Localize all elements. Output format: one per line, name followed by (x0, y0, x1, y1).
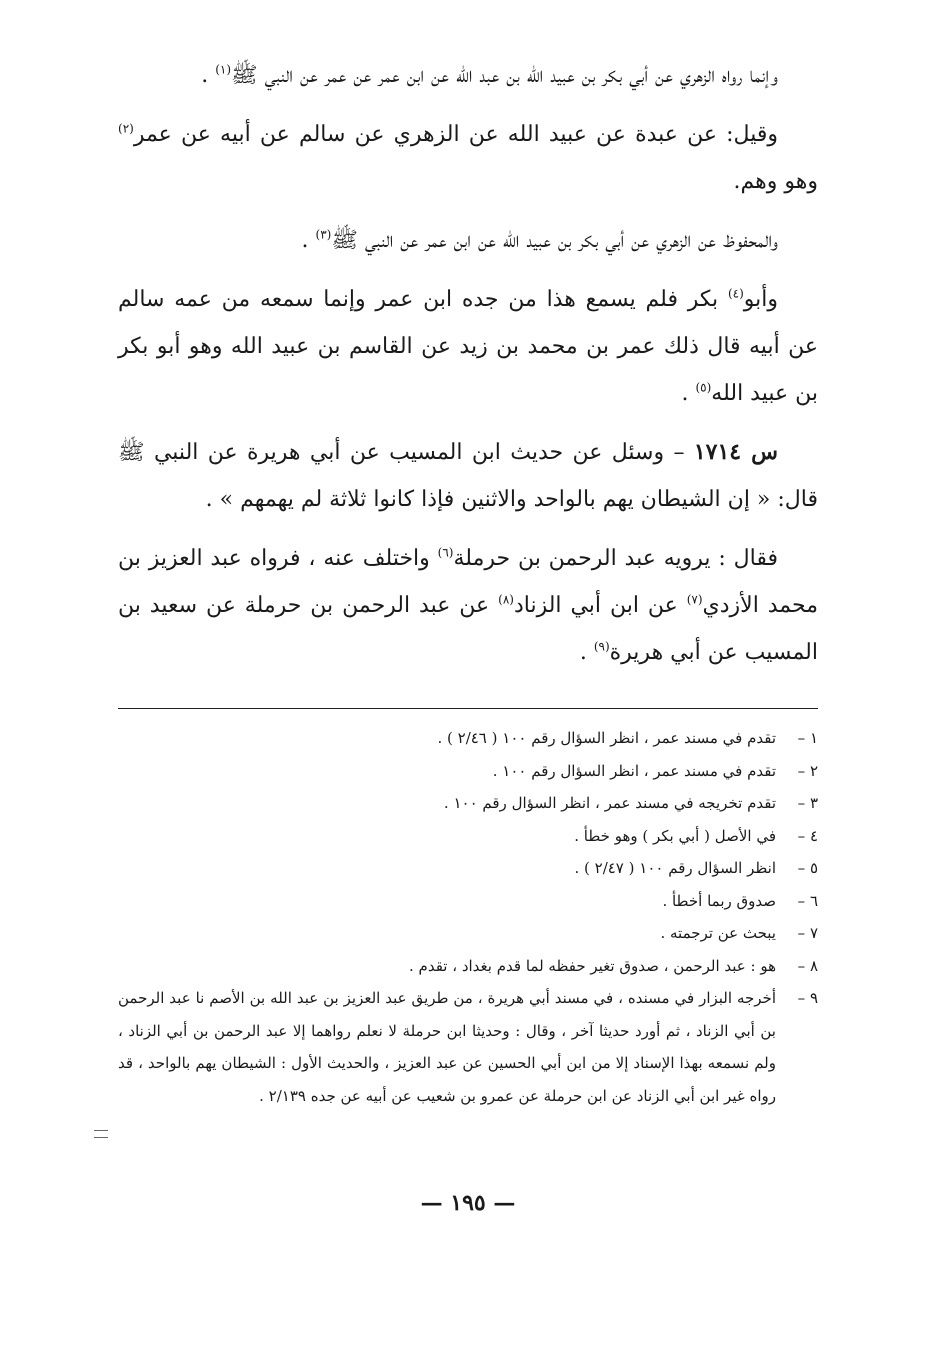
paragraph (118, 217, 818, 264)
margin-mark (94, 1130, 108, 1138)
text-run: وقيل: عن عبدة عن عبيد الله عن الزهري عن سالم عن أبيه عن عمر (133, 122, 778, 147)
footnote-number: ٣ – (797, 794, 818, 812)
footnote-number: ٢ – (797, 761, 818, 780)
footnote-number: ٤ – (797, 826, 818, 845)
main-text-body (118, 52, 818, 688)
footnote-text: يبحث عن ترجمته . (660, 924, 776, 942)
footnote-text: أخرجه البزار في مسنده ، في مسند أبي هريرة ، من طريق عبد العزيز بن عبد الله بن الأصم نا عبد الرحمن بن أبي الزناد ، ثم أورد حديثا آخر ، وقال : وحديثا ابن حرملة لا نعلم رواهما إلا عبد الرحمن بن أبي الزناد ، ولم نسمعه بهذا الإسناد إلا من ابن أبي الحسين عن عبد العزيز ، والحديث الأول : الشيطان يهم بالواحد ، قد رواه غير ابن أبي الزناد عن ابن حرملة عن عمرو بن شعيب عن أبيه عن جده ٢/١٣٩ . (118, 989, 776, 1105)
question-number: س ١٧١٤ (693, 439, 779, 465)
footnote-text: انظر السؤال رقم ١٠٠ ( ٢/٤٧ ) . (574, 859, 776, 877)
text-run: وإنما رواه الزهري عن أبي بكر بن عبيد الله بن عبد الله عن ابن عمر عن عمر عن النبي ﷺ (231, 63, 778, 88)
footnote-text: تقدم في مسند عمر ، انظر السؤال رقم ١٠٠ ( ٢/٤٦ ) . (437, 729, 776, 747)
footnote-item (118, 982, 818, 1112)
page-number: — ١٩٥ — (420, 1190, 516, 1216)
footnote-item (118, 755, 818, 788)
text-run: وأبو (743, 287, 778, 312)
text-run: واختلف عنه ، فرواه عبد العزيز بن محمد الأزدي (118, 546, 818, 618)
footnote-number: ٩ – (797, 989, 818, 1007)
text-run: عن ابن أبي الزناد (513, 593, 687, 618)
footnote-ref: (٥) (695, 380, 712, 395)
footnote-ref: (٧) (686, 592, 703, 607)
text-run: . (201, 63, 216, 88)
footnote-number: ٧ – (797, 924, 818, 942)
footnote-number: ٨ – (797, 956, 818, 975)
paragraph (118, 429, 818, 523)
footnote-item (118, 820, 818, 853)
footnote-ref: (٢) (118, 121, 134, 136)
footnote-ref: (٩) (593, 639, 610, 654)
footnote-item (118, 852, 818, 885)
paragraph (118, 535, 818, 676)
footnote-ref: (٦) (437, 545, 454, 560)
text-run: . (579, 640, 594, 665)
footnote-text: صدوق ربما أخطأ . (662, 891, 776, 910)
footnote-number: ٥ – (797, 859, 818, 877)
text-run: وهو وهم. (733, 169, 818, 194)
footnote-item (118, 950, 818, 983)
footnote-ref: (٤) (727, 286, 744, 301)
text-run: فقال : يرويه عبد الرحمن بن حرملة (453, 546, 779, 571)
paragraph (118, 52, 818, 99)
footnote-number: ١ – (797, 729, 818, 747)
text-run: . (301, 228, 316, 253)
paragraph (118, 111, 818, 205)
footnote-item (118, 917, 818, 950)
footnote-item (118, 885, 818, 918)
footnote-separator (118, 708, 818, 709)
text-run: والمحفوظ عن الزهري عن أبي بكر بن عبيد الله عن ابن عمر عن النبي ﷺ (331, 228, 778, 253)
text-run: – وسئل عن حديث ابن المسيب عن أبي هريرة عن النبي ﷺ قال: « إن الشيطان يهم بالواحد والاثنين فإذا كانوا ثلاثة لم يهمهم » . (118, 440, 818, 512)
footnotes-list (118, 722, 818, 1112)
text-run: . (681, 381, 696, 406)
footnote-text: هو : عبد الرحمن ، صدوق تغير حفظه لما قدم بغداد ، تقدم . (409, 956, 776, 975)
footnote-text: تقدم في مسند عمر ، انظر السؤال رقم ١٠٠ . (492, 761, 776, 780)
footnote-text: في الأصل ( أبي بكر ) وهو خطأ . (574, 826, 776, 845)
footnote-number: ٦ – (797, 891, 818, 910)
footnote-ref: (١) (215, 62, 232, 77)
footnote-ref: (٣) (315, 227, 332, 242)
footnote-item (118, 787, 818, 820)
text-run: عن عبد الرحمن بن حرملة عن سعيد بن المسيب عن أبي هريرة (118, 593, 818, 665)
paragraph (118, 276, 818, 417)
footnote-item (118, 722, 818, 755)
text-run: بكر فلم يسمع هذا من جده ابن عمر وإنما سمعه من عمه سالم عن أبيه قال ذلك عمر بن محمد بن زيد عن القاسم بن عبيد الله وهو أبو بكر بن عبيد الله (118, 287, 818, 406)
footnote-ref: (٨) (498, 592, 514, 607)
footnote-text: تقدم تخريجه في مسند عمر ، انظر السؤال رقم ١٠٠ . (443, 794, 776, 812)
